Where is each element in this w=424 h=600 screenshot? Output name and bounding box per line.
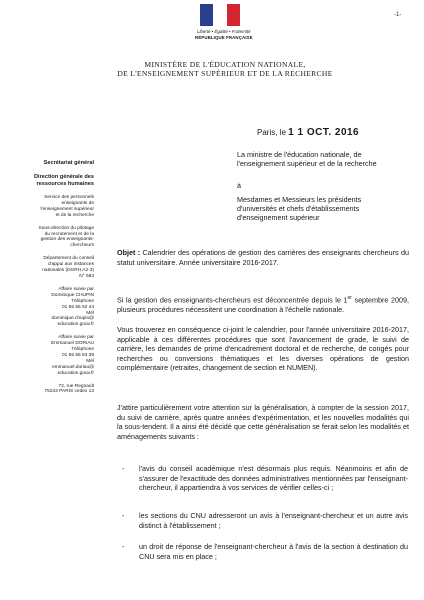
sidebar-line: Emmanuel DORIAU (51, 341, 94, 347)
sidebar-line: 72, rue Regnault (58, 383, 94, 389)
sidebar-line: Dominique CHUPIN (51, 292, 94, 298)
list-item (122, 542, 408, 561)
ministry-line: DE L'ENSEIGNEMENT SUPÉRIEUR ET DE LA RECHERCHE (117, 69, 333, 78)
sidebar-service (18, 195, 94, 219)
sidebar-line: education.gouv.fr (57, 370, 94, 376)
sidebar-line: chercheurs (70, 243, 94, 249)
bullet-marker: - (122, 464, 125, 473)
date-place: Paris, le (257, 128, 286, 137)
bullet-marker: - (122, 542, 125, 551)
ministry-line: MINISTÈRE DE L'ÉDUCATION NATIONALE, (144, 60, 306, 69)
marianne-logo (195, 4, 253, 60)
sidebar-contact (18, 287, 94, 328)
date-stamp: 1 1 OCT. 2016 (288, 127, 360, 138)
sender-line: La ministre de l'éducation nationale, de (237, 150, 362, 159)
body-paragraph: Vous trouverez en conséquence ci-joint le calendrier, pour l'année universitaire 2016-2017, applicable à ces différentes procédures que sont l'avancement de grade, le suivi de carrière, les demandes de prime d'encadrement doctoral et de recherche, de congés pour recherches ou conversions thématiques et les diverses opérations de gestion complémentaire (retraites, changement de section et NUMEN). (117, 325, 409, 373)
sidebar-line: nationales (DGRH A2-3) (42, 268, 94, 274)
recipients-block (237, 195, 412, 222)
sidebar-line: Affaire suivie par (58, 335, 94, 341)
body-paragraph (117, 294, 409, 315)
sidebar-line: l'enseignement supérieur (40, 206, 94, 212)
sidebar-line: enseignants de (61, 200, 94, 206)
sidebar-line: 01 55 55 53 39 (61, 352, 94, 358)
sidebar-line: Téléphone (71, 298, 94, 304)
sidebar-line: ressources humaines (36, 181, 94, 187)
sidebar-line: education.gouv.fr (57, 322, 94, 328)
sidebar-sousdirection (18, 226, 94, 250)
bullet-marker: - (122, 511, 125, 520)
sender-block (237, 150, 407, 168)
sidebar-line: Sous-direction du pilotage (38, 225, 94, 231)
sidebar-line: d'appui aux instances (48, 262, 94, 268)
republic-name: RÉPUBLIQUE FRANÇAISE (195, 35, 253, 40)
subject-text: Calendrier des opérations de gestion des carrières des enseignants chercheurs du statut universitaire. Année universitaire 2016-2017. (117, 248, 409, 267)
sidebar-line: Service des personnels (44, 195, 94, 200)
sidebar-line: Mél (86, 310, 94, 316)
subject-label: Objet : (117, 248, 141, 257)
tricolor-flag-icon (200, 4, 240, 26)
sidebar-contact (18, 335, 94, 376)
bullet-text: l'avis du conseil académique n'est désormais plus requis. Néanmoins et afin de s'assurer de l'exactitude des données administratives mentionnées par l'enseignant-chercheur, il appartiendra à vos services de vérifier celles-ci ; (139, 464, 408, 493)
recipient-line: d'universités et chefs d'établissements (237, 204, 360, 213)
sidebar-line: N° 583 (79, 273, 94, 279)
superscript: er (347, 295, 352, 301)
sidebar-line: dominique.chupin@ (51, 316, 94, 322)
sidebar-secretariat: Secrétariat général (43, 160, 94, 166)
list-item (122, 511, 408, 530)
recipient-line: d'enseignement supérieur (237, 213, 320, 222)
date-line (257, 127, 359, 138)
sidebar-line: Direction générale des (34, 174, 94, 180)
paragraph-text: septembre 2009, plusieurs procédures nécessitent une coordination à l'échelle nationale. (117, 295, 409, 314)
bullet-text: un droit de réponse de l'enseignant-chercheur à l'avis de la section à destination du CNU sera mis en place ; (139, 542, 408, 561)
sender-sidebar (18, 160, 94, 402)
bullet-text: les sections du CNU adresseront un avis à l'enseignant-chercheur et un autre avis distinct à l'établissement ; (139, 511, 408, 530)
paragraph-text: Si la gestion des enseignants-chercheurs est déconcentrée depuis le 1 (117, 295, 348, 305)
sidebar-line: Mél (86, 358, 94, 364)
sidebar-direction (18, 174, 94, 188)
list-item (122, 464, 408, 493)
ministry-heading (60, 60, 390, 78)
addressed-to: à (237, 181, 241, 190)
sidebar-address (18, 384, 94, 396)
body-paragraph: J'attire particulièrement votre attention sur la généralisation, à compter de la session 2017, du suivi de carrière, après quatre années d'expérimentation, et les nouvelles modalités qui la sous-tendent. Il a ainsi été décidé que cette généralisation se ferait selon les modalités et aménagements suivants : (117, 403, 409, 441)
sidebar-line: Département du conseil (43, 256, 94, 262)
sender-line: l'enseignement supérieur et de la recherche (237, 159, 377, 168)
sidebar-line: Affaire suivie par (58, 286, 94, 292)
sidebar-bureau (18, 256, 94, 280)
sidebar-line: du recrutement et de la (44, 231, 94, 237)
recipient-line: Mesdames et Messieurs les présidents (237, 195, 362, 204)
sidebar-line: et de la recherche (55, 212, 94, 218)
republic-motto: Liberté • Égalité • Fraternité (197, 29, 251, 34)
sidebar-line: 75243 PARIS cedex 13 (44, 389, 94, 395)
sidebar-line: emmanuel.doriau@ (52, 364, 94, 370)
sidebar-line: Téléphone (71, 347, 94, 353)
subject-line (117, 248, 409, 267)
sidebar-line: 01 55 55 52 44 (61, 304, 94, 310)
page-number: -1- (394, 12, 402, 18)
sidebar-line: gestion des enseignants- (40, 237, 94, 243)
